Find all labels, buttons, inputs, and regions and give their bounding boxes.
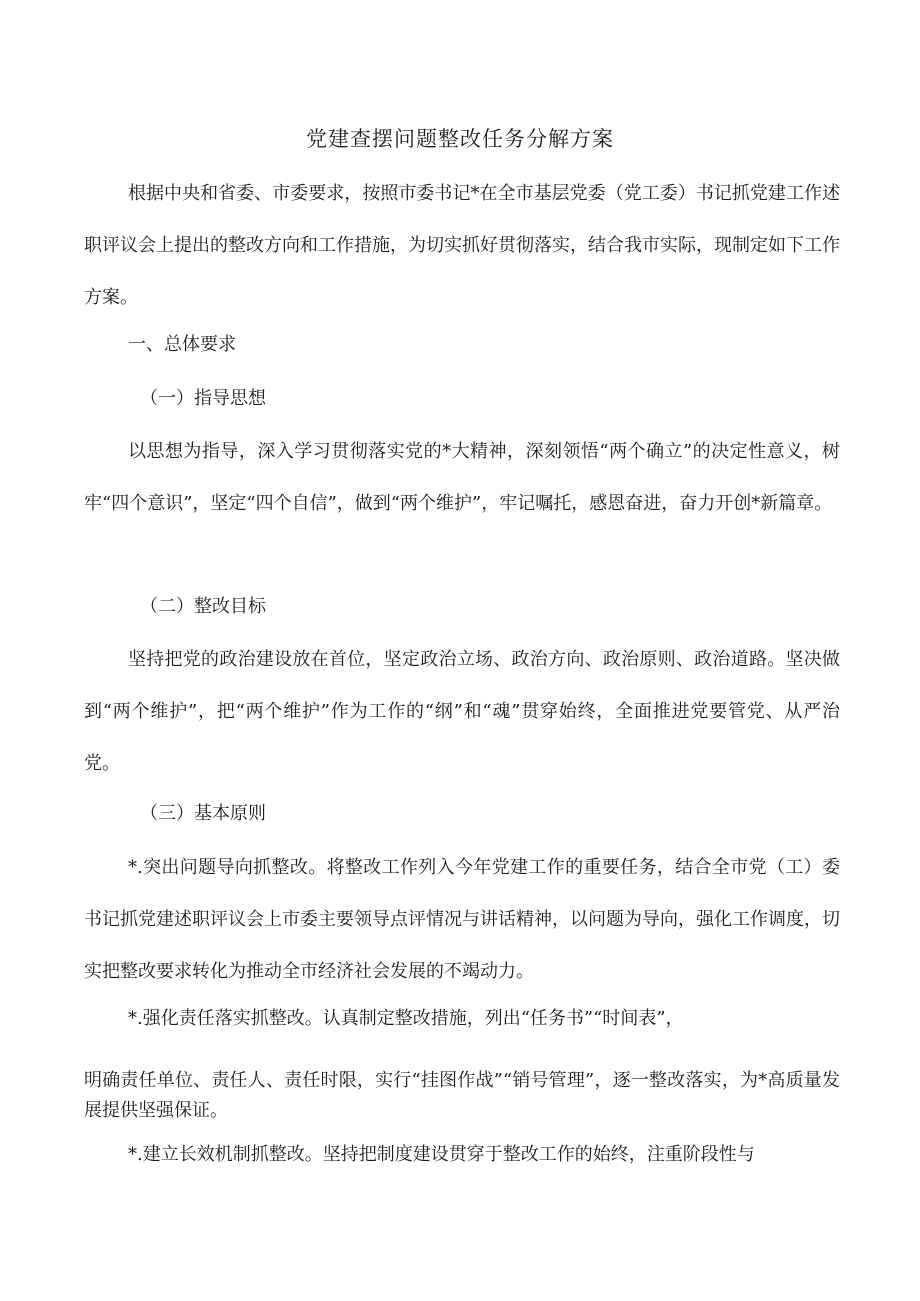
subsection-heading-rectification-goals: （二）整改目标 <box>140 596 266 617</box>
subsection-heading-basic-principles: （三）基本原则 <box>140 803 266 824</box>
intro-paragraph: 根据中央和省委、市委要求，按照市委书记*在全市基层党委（党工委）书记抓党建工作述职评议会上提出的整改方向和工作措施，为切实抓好贯彻落实，结合我市实际，现制定如下工作方案。 <box>84 183 840 308</box>
principle-problem-oriented: *.突出问题导向抓整改。将整改工作列入今年党建工作的重要任务，结合全市党（工）委书记抓党建述职评议会上市委主要领导点评情况与讲话精神，以问题为导向，强化工作调度，切实把整改要求转化为推动全市经济社会发展的不竭动力。 <box>84 857 840 982</box>
document-title: 党建查摆问题整改任务分解方案 <box>306 127 614 151</box>
rectification-goals-paragraph: 坚持把党的政治建设放在首位，坚定政治立场、政治方向、政治原则、政治道路。坚决做到“两个维护”，把“两个维护”作为工作的“纲”和“魂”贯穿始终，全面推进党要管党、从严治党。 <box>84 649 840 774</box>
subsection-heading-guiding-thought: （一）指导思想 <box>140 388 266 409</box>
section-heading-general-requirements: 一、总体要求 <box>128 334 236 355</box>
principle-long-term-mechanism: *.建立长效机制抓整改。坚持把制度建设贯穿于整改工作的始终，注重阶段性与 <box>128 1144 755 1165</box>
principle-responsibility-line1: *.强化责任落实抓整改。认真制定整改措施，列出“任务书”“时间表”， <box>128 1008 684 1029</box>
guiding-thought-paragraph: 以思想为指导，深入学习贯彻落实党的*大精神，深刻领悟“两个确立”的决定性意义，树牢“四个意识”，坚定“四个自信”，做到“两个维护”，牢记嘱托，感恩奋进，奋力开创*新篇章。 <box>84 441 840 514</box>
principle-responsibility-rest: 明确责任单位、责任人、责任时限，实行“挂图作战”“销号管理”，逐一整改落实，为*高质量发展提供坚强保证。 <box>84 1070 840 1121</box>
